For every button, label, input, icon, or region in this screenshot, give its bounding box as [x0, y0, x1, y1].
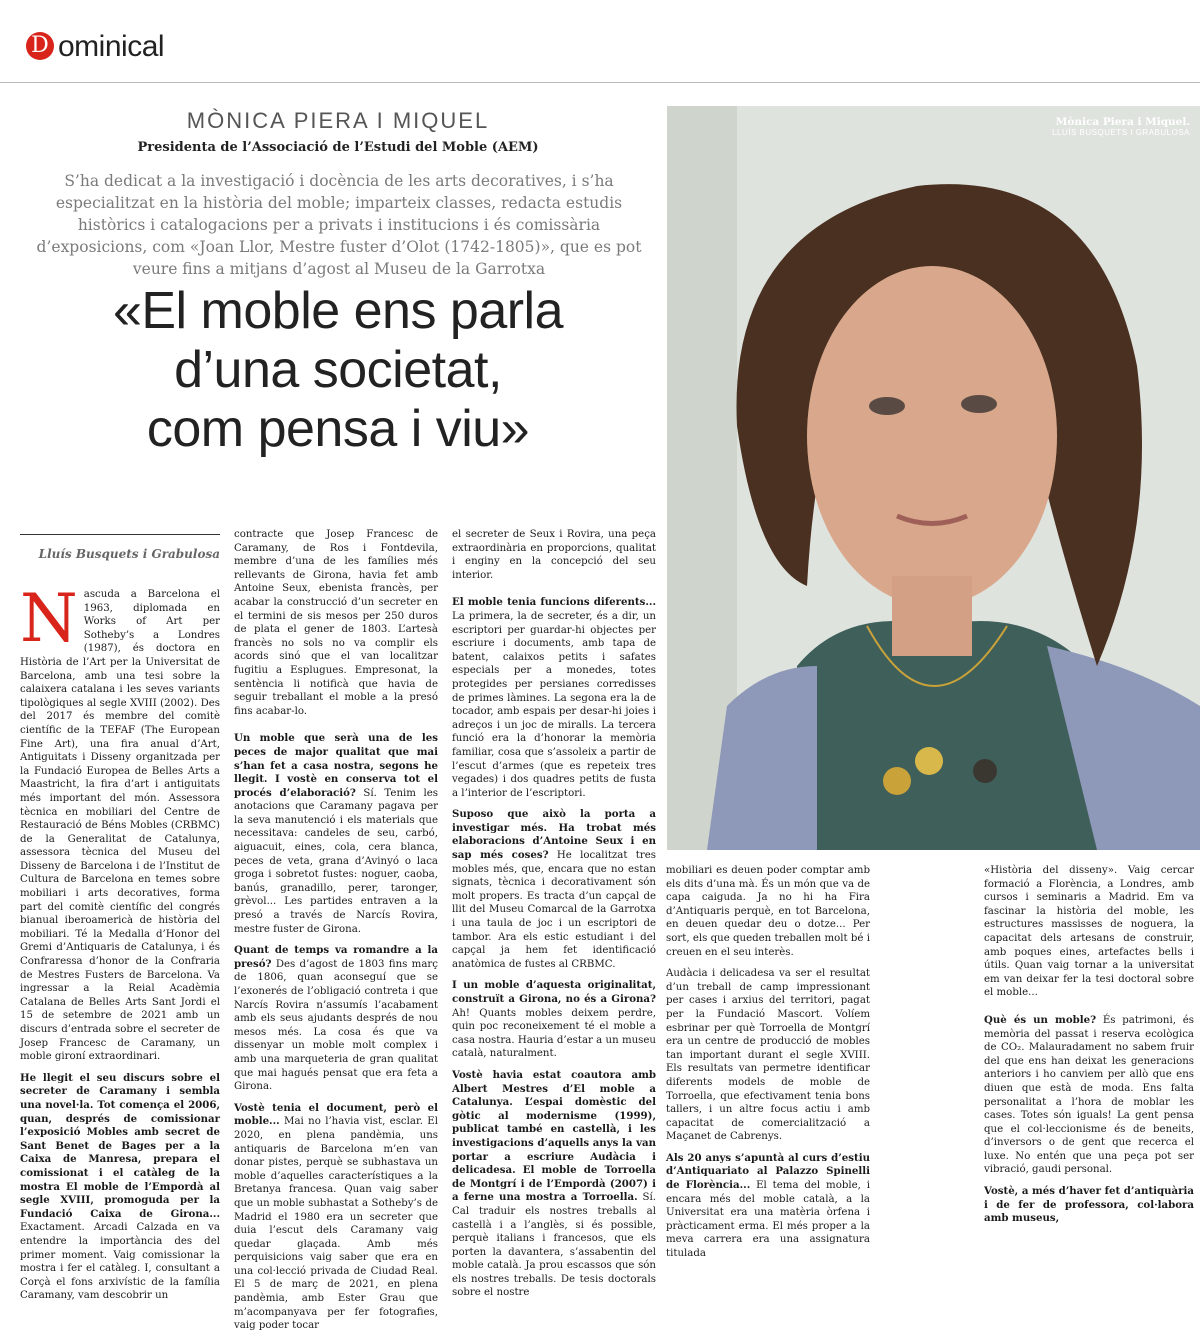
bio-paragraph: ascuda a Barcelona el 1963, diplomada en Works of Art per Sotheby’s a Londres (1987), és doctora en Història de l’Art per la Universitat de Barcelona, amb una tesi sobre la calaixera catalana i les seves variants tipològiques al segle XVIII (2002). Des del 2017 és membre del comitè científic de la TEFAF (The European Fine Art), una fira anual d’Art, Antiguitats i Disseny organitzada per la Fundació Europea de Belles Arts a Maastricht, la fira d’art i antiguitats més important del món. Assessora tècnica en mobiliari del Centre de Restauració de Béns Mobles (CRBMC) de la Generalitat de Catalunya, assessora tècnica del Museu del Disseny de Barcelona i de l’Institut de Cultura de Barcelona en temes sobre mobiliari i arts decoratives, forma part del comitè científic del congrés bianual iberoamericà de història del mobiliari. Té la Medalla d’Honor del Gremi d’Antiquaris de Catalunya, i és Confraressa d’honor de la Confraria de Mestres Fusters de Barcelona. Va ingressar a la Reial Acadèmia Catalana de Belles Arts Sant Jordi el 15 de setembre de 2021 amb un discurs d’entrada sobre el secreter de Josep Francesc de Caramany, un moble gironí extraordinari.	[20, 589, 220, 1063]
question: I un moble d’aquesta originalitat, construït a Girona, no és a Girona?	[452, 979, 656, 1005]
answer: Ah! Quants mobles deixem perdre, quin poc reconeixement té el moble a casa nostra. Hauria d’estar a un museu català, naturalment.	[452, 1007, 656, 1060]
byline: Lluís Busquets i Grabulosa	[38, 547, 220, 561]
answer: La primera, la de secreter, és a dir, un escriptori per guardar-hi objectes per escriure i documents, amb tapa de batent, calaixos petits i safates especials per a monedes, totes protegides per persianes corredisses de primes làmines. La segona era la de tocador, amb espais per desar-hi joies i adreços i un joc de miralls. La tercera funció era la d’honorar la memòria familiar, cosa que s’assoleix a partir de l’escut d’armes (que es repeteix tres vegades) i dos quadres petits de fusta a l’interior de l’escriptori.	[452, 610, 656, 799]
question: El moble tenia funcions diferents...	[452, 596, 656, 609]
text-column-2	[234, 528, 438, 1341]
answer: És patrimoni, és memòria del passat i reserva ecològica de CO₂. Malauradament no sabem fruir del que ens han deixat les generacions anteriors i ho canviem per allò que ens diuen que està de moda. Ens falta personalitat a l’hora de moblar les cases. Totes són iguals! La gent pensa que el col·leccionisme és de beneits, d’inversors o de gent que recerca el luxe. No entén que una peça pot ser vibració, gaudi personal.	[984, 1014, 1194, 1176]
answer: Mai no l’havia vist, esclar. El 2020, en plena pandèmia, uns antiquaris de Barcelona m’en van donar pistes, perquè se subhastava un moble d’aquelles característiques a la Bretanya francesa. Quan vaig saber que un moble subhastat a Sotheby’s de Madrid el 1980 era un secreter que duia l’escut dels Caramany vaig quedar glaçada. Amb més perquisicions vaig saber que era en una col·lecció privada de Ciudad Real. El 5 de març de 2021, en plena pandèmia, amb Ester Grau que m’acompanyava per fer fotografies, vaig poder tocar	[234, 1116, 438, 1332]
question: Vostè havia estat coautora amb Albert Mestres d’El moble a Catalunya. L’espai domèstic del gòtic al modernisme (1999), publicat també en castellà, i les investigacions d’aquells anys la van portar a escriure Audàcia i delicadesa. El moble de Torroella de Montgrí i de l’Empordà (2007) i a ferne una mostra a Torroella.	[452, 1068, 656, 1204]
headline-line: d’una societat,	[174, 341, 502, 399]
question: Vostè, a més d’haver fet d’antiquària i de fer de professora, col·labora amb museus,	[984, 1185, 1194, 1225]
page-header	[0, 0, 1200, 83]
paragraph: mobiliari es deuen poder comptar amb els dits d’una mà. És un món que va de capa caiguda. Ja no hi ha Fira d’Antiquaris perquè, en tot Barcelona, en deuen quedar deu o dotze... Per sort, els que queden treballen molt bé i creuen en el seu interès.	[666, 865, 870, 958]
paragraph: Audàcia i delicadesa va ser el resultat d’un treball de camp impressionant per cases i arxius del territori, pagat per la Fundació Mascort. Volíem esbrinar per què Torroella de Montgrí era un centre de producció de mobles tan important durant el segle XVIII. Els resultats van permetre identificar diferents models de moble de Torroella, que efectivament tenia bons tallers, i un altre focus actiu i amb capacitat de comercialització a Maçanet de Cabrenys.	[666, 968, 870, 1143]
answer: Exactament. Arcadi Calzada en va entendre la importància des del primer moment. Vaig comissionar la mostra i fer el catàleg. I, consultant a Corçà el fons arxivístic de la família Caramany, vam descobrir un	[20, 1222, 220, 1302]
answer: He localitzat tres mobles més, que, encara que no estan signats, tècnica i decorativament són molt propers. Es tracta d’un capçal de llit del Museu Comarcal de la Garrotxa i una taula de joc i un escriptori de tambor. Ara els estic estudiant i del capçal ja hem fet identificació anatòmica de fustes al CRBMC.	[452, 850, 656, 970]
text-column-5	[984, 864, 1194, 1234]
answer: El tema del moble, i encara més del moble català, a la Universitat era una matèria òrfena i pràcticament erma. El més proper a la meva carrera era una assignatura titulada	[666, 1180, 870, 1260]
section-logo-text: ominical	[58, 30, 165, 63]
question: Vostè tenia el document, però el moble...	[234, 1101, 438, 1128]
photo-caption-title: Mònica Piera i Miquel.	[1055, 116, 1190, 128]
text-column-1	[20, 580, 220, 1311]
question: Suposo que això la porta a investigar més. Ha trobat més elaboracions d’Antoine Seux i en sap més coses?	[452, 808, 656, 862]
text-column-4	[666, 864, 870, 1269]
author-title: Presidenta de l’Associació de l’Estudi del Moble (AEM)	[137, 140, 539, 155]
byline-divider	[20, 534, 220, 535]
section-logo-letter: D	[26, 32, 54, 60]
question: He llegit el seu discurs sobre el secreter de Caramany i sembla una novel·la. Tot comença el 2006, quan, després de comissionar l’exposició Mobles amb secret de Sant Benet de Bages per a la Caixa de Manresa, prepara el comissionat i el catàleg de la mostra El moble de l’Empordà al segle XVIII, promoguda per la Fundació Caixa de Girona...	[20, 1071, 220, 1220]
portrait-illustration	[667, 106, 1200, 850]
headline-line: «El moble ens parla	[112, 282, 564, 340]
portrait-photo	[667, 106, 1200, 850]
question: Un moble que serà una de les peces de major qualitat que mai s’han fet a casa nostra, segons he llegit. I vostè en conserva tot el procés d’elaboració?	[234, 732, 438, 799]
paragraph: «Història del disseny». Vaig cercar formació a Florència, a Londres, amb cursos i seminaris a Madrid. Em va fascinar la història del moble, les estructures massisses de noguera, la capacitat dels artesans de construir, amb poques eines, artefactes bells i útils. Quan vaig tornar a la universitat em van deixar fer la tesi doctoral sobre el moble...	[984, 865, 1194, 999]
photo-caption	[1052, 116, 1190, 137]
headline	[18, 282, 658, 459]
answer: Sí. Tenim les anotacions que Caramany pagava per la seva manutenció i els materials que necessitava: candeles de seu, carbó, aiguacuit, eines, cola, cera blanca, peces de veta, grana d’Avinyó o laca groga i sobretot fustes: noguer, caoba, banús, granadillo, perer, taronger, grèvol... Les partides entraven a la presó a través de Narcís Rovira, mestre fuster de Girona.	[234, 787, 438, 935]
photo-credit: LLUÍS BUSQUETS I GRABULOSA	[1052, 128, 1190, 137]
author-name: MÒNICA PIERA I MIQUEL	[186, 108, 490, 133]
text-column-3	[452, 528, 656, 1308]
paragraph: contracte que Josep Francesc de Caramany, de Ros i Fontdevila, membre d’una de les famílies més rellevants de Girona, havia fet amb Antoine Seux, ebenista francès, per acabar la construcció d’un secreter en el termini de sis mesos per 250 duros de plata el gener de 1803. L’artesà francès no sols no va complir els acords sinó que el van localitzar fugitiu a Esplugues. Empresonat, la sentència li notificà que havia de seguir treballant el moble a la presó fins acabar-lo.	[234, 529, 438, 717]
question: Quant de temps va romandre a la presó?	[234, 944, 438, 970]
drop-cap: N	[20, 580, 78, 657]
paragraph: el secreter de Seux i Rovira, una peça extraordinària en proporcions, qualitat i enginy en la concepció del seu interior.	[452, 529, 656, 581]
intro-paragraph: S’ha dedicat a la investigació i docència de les arts decoratives, i s’ha especialitzat en la història del moble; imparteix classes, redacta estudis històrics i catalogacions per a privats i institucions i és comissària d’exposicions, com «Joan Llor, Mestre fuster d’Olot (1742-1805)», que es pot veure fins a mitjans d’agost al Museu de la Garrotxa	[36, 172, 642, 278]
question: Als 20 anys s’apuntà al curs d’estiu d’Antiquariato al Palazzo Spinelli de Florència...	[666, 1151, 870, 1192]
headline-line: com pensa i viu»	[146, 400, 530, 458]
answer: Des d’agost de 1803 fins març de 1806, quan aconseguí que se l’exonerés de l’obligació contreta i que Narcís Rovira n’assumís l’acabament amb els seus ajudants després de nou mesos més. La cosa és que va dissenyar un moble molt complex i amb una marqueteria de gran qualitat que mai hagués pensat que era feta a Girona.	[234, 958, 438, 1093]
question: Què és un moble?	[984, 1013, 1097, 1026]
answer: Sí. Cal traduir els nostres treballs al castellà i a l’anglès, si és possible, perquè italians i francesos, que els porten la davantera, s’assabentin del moble català. Ja prou escassos que són els nostres treballs. De tesis doctorals sobre el nostre	[452, 1192, 656, 1299]
